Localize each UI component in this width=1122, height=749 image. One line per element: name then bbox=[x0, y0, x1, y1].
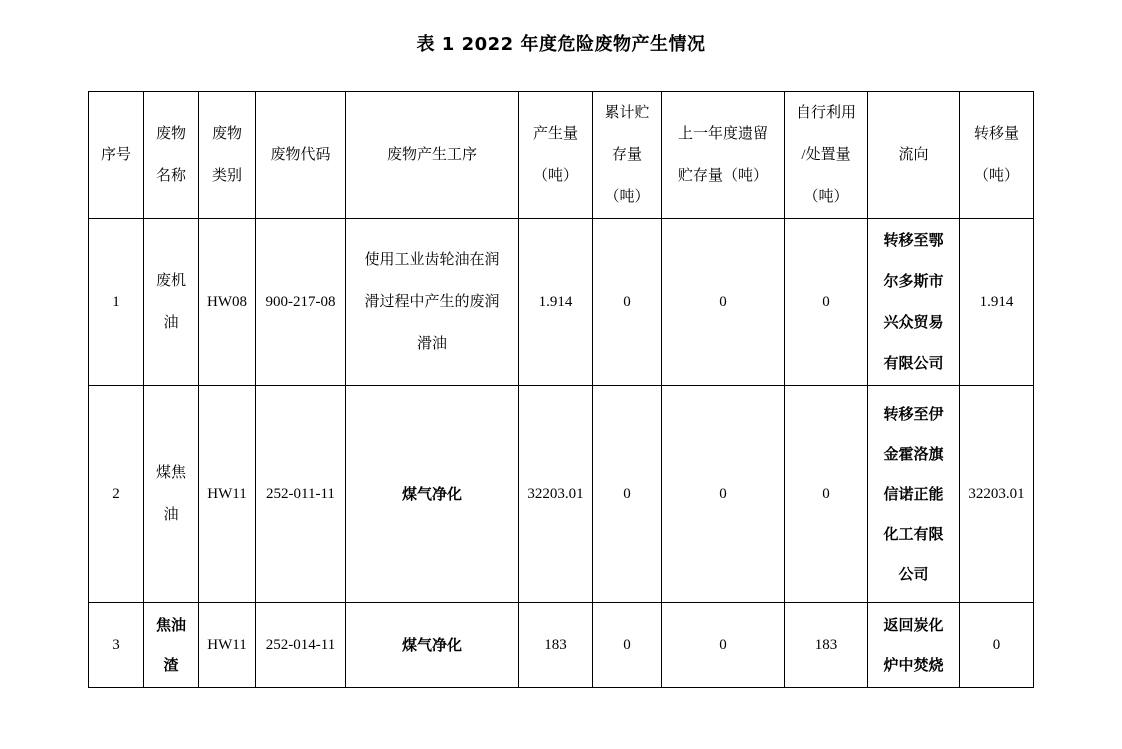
cell-line: 兴众贸易 bbox=[883, 313, 944, 331]
cell-stock: 0 bbox=[593, 219, 662, 386]
table-title: 表 1 2022 年度危险废物产生情况 bbox=[416, 34, 706, 55]
cell-process bbox=[346, 386, 519, 603]
cell-line: 尔多斯市 bbox=[883, 272, 944, 290]
hazardous-waste-table bbox=[88, 91, 1034, 688]
cell-line: /处置量 bbox=[801, 147, 851, 163]
cell-line: 累计贮 bbox=[604, 105, 650, 121]
cell-line: （吨） bbox=[803, 189, 849, 205]
cell-line: 有限公司 bbox=[883, 354, 944, 372]
table-header-row bbox=[89, 92, 1034, 219]
cell-line: 序号 bbox=[100, 147, 131, 163]
header-stock bbox=[593, 92, 662, 219]
cell-line: 废物 bbox=[155, 126, 186, 142]
cell-category: HW08 bbox=[199, 219, 256, 386]
table-row bbox=[89, 603, 1034, 688]
cell-self: 0 bbox=[785, 219, 868, 386]
cell-line: 信诺正能 bbox=[883, 485, 944, 503]
cell-prev: 0 bbox=[662, 603, 785, 688]
cell-self: 0 bbox=[785, 386, 868, 603]
cell-flow bbox=[868, 219, 960, 386]
header-seq bbox=[89, 92, 144, 219]
cell-transfer: 1.914 bbox=[960, 219, 1034, 386]
header-self bbox=[785, 92, 868, 219]
cell-line: 存量 bbox=[611, 147, 642, 163]
cell-name bbox=[144, 219, 199, 386]
cell-line: 使用工业齿轮油在润 bbox=[364, 252, 500, 268]
cell-transfer: 0 bbox=[960, 603, 1034, 688]
cell-line: 贮存量（吨） bbox=[677, 168, 768, 184]
cell-line: 废机 bbox=[155, 273, 186, 289]
cell-line: 渣 bbox=[163, 656, 179, 674]
cell-transfer: 32203.01 bbox=[960, 386, 1034, 603]
cell-category: HW11 bbox=[199, 603, 256, 688]
header-code bbox=[256, 92, 346, 219]
cell-code: 252-014-11 bbox=[256, 603, 346, 688]
cell-seq: 1 bbox=[89, 219, 144, 386]
cell-amount: 1.914 bbox=[519, 219, 593, 386]
cell-line: 金霍洛旗 bbox=[883, 445, 944, 463]
cell-seq: 3 bbox=[89, 603, 144, 688]
cell-line: 转移量 bbox=[973, 126, 1019, 142]
cell-code: 252-011-11 bbox=[256, 386, 346, 603]
cell-line: 滑过程中产生的废润 bbox=[364, 294, 500, 310]
cell-prev: 0 bbox=[662, 386, 785, 603]
header-flow bbox=[868, 92, 960, 219]
cell-line: 废物代码 bbox=[270, 147, 331, 163]
header-transfer bbox=[960, 92, 1034, 219]
cell-process bbox=[346, 219, 519, 386]
header-category bbox=[199, 92, 256, 219]
cell-amount: 32203.01 bbox=[519, 386, 593, 603]
header-name bbox=[144, 92, 199, 219]
header-process bbox=[346, 92, 519, 219]
cell-line: （吨） bbox=[604, 189, 650, 205]
cell-flow bbox=[868, 603, 960, 688]
cell-line: 炉中焚烧 bbox=[883, 656, 944, 674]
cell-line: 公司 bbox=[898, 565, 929, 583]
cell-line: 类别 bbox=[211, 168, 242, 184]
cell-process bbox=[346, 603, 519, 688]
cell-line: 滑油 bbox=[416, 336, 447, 352]
cell-line: 废物 bbox=[211, 126, 242, 142]
cell-line: 自行利用 bbox=[795, 105, 856, 121]
cell-category: HW11 bbox=[199, 386, 256, 603]
cell-line: 油 bbox=[163, 507, 179, 523]
cell-seq: 2 bbox=[89, 386, 144, 603]
cell-self: 183 bbox=[785, 603, 868, 688]
cell-line: 废物产生工序 bbox=[386, 147, 477, 163]
cell-line: 化工有限 bbox=[883, 525, 944, 543]
cell-amount: 183 bbox=[519, 603, 593, 688]
cell-name bbox=[144, 386, 199, 603]
cell-line: 煤气净化 bbox=[401, 484, 462, 503]
header-amount bbox=[519, 92, 593, 219]
cell-name bbox=[144, 603, 199, 688]
table-row bbox=[89, 219, 1034, 386]
cell-prev: 0 bbox=[662, 219, 785, 386]
cell-line: 流向 bbox=[898, 147, 929, 163]
cell-line: 煤焦 bbox=[155, 465, 186, 481]
cell-line: 名称 bbox=[155, 168, 186, 184]
cell-line: 产生量 bbox=[532, 126, 578, 142]
cell-stock: 0 bbox=[593, 603, 662, 688]
cell-line: 油 bbox=[163, 315, 179, 331]
table-row bbox=[89, 386, 1034, 603]
cell-flow bbox=[868, 386, 960, 603]
header-prev bbox=[662, 92, 785, 219]
cell-line: 上一年度遗留 bbox=[677, 126, 768, 142]
cell-line: 返回炭化 bbox=[883, 616, 944, 634]
cell-line: （吨） bbox=[532, 168, 578, 184]
cell-line: 转移至伊 bbox=[883, 405, 944, 423]
cell-line: （吨） bbox=[973, 168, 1019, 184]
cell-stock: 0 bbox=[593, 386, 662, 603]
cell-line: 煤气净化 bbox=[401, 635, 462, 654]
cell-line: 转移至鄂 bbox=[883, 231, 944, 249]
cell-line: 焦油 bbox=[155, 616, 186, 634]
cell-code: 900-217-08 bbox=[256, 219, 346, 386]
